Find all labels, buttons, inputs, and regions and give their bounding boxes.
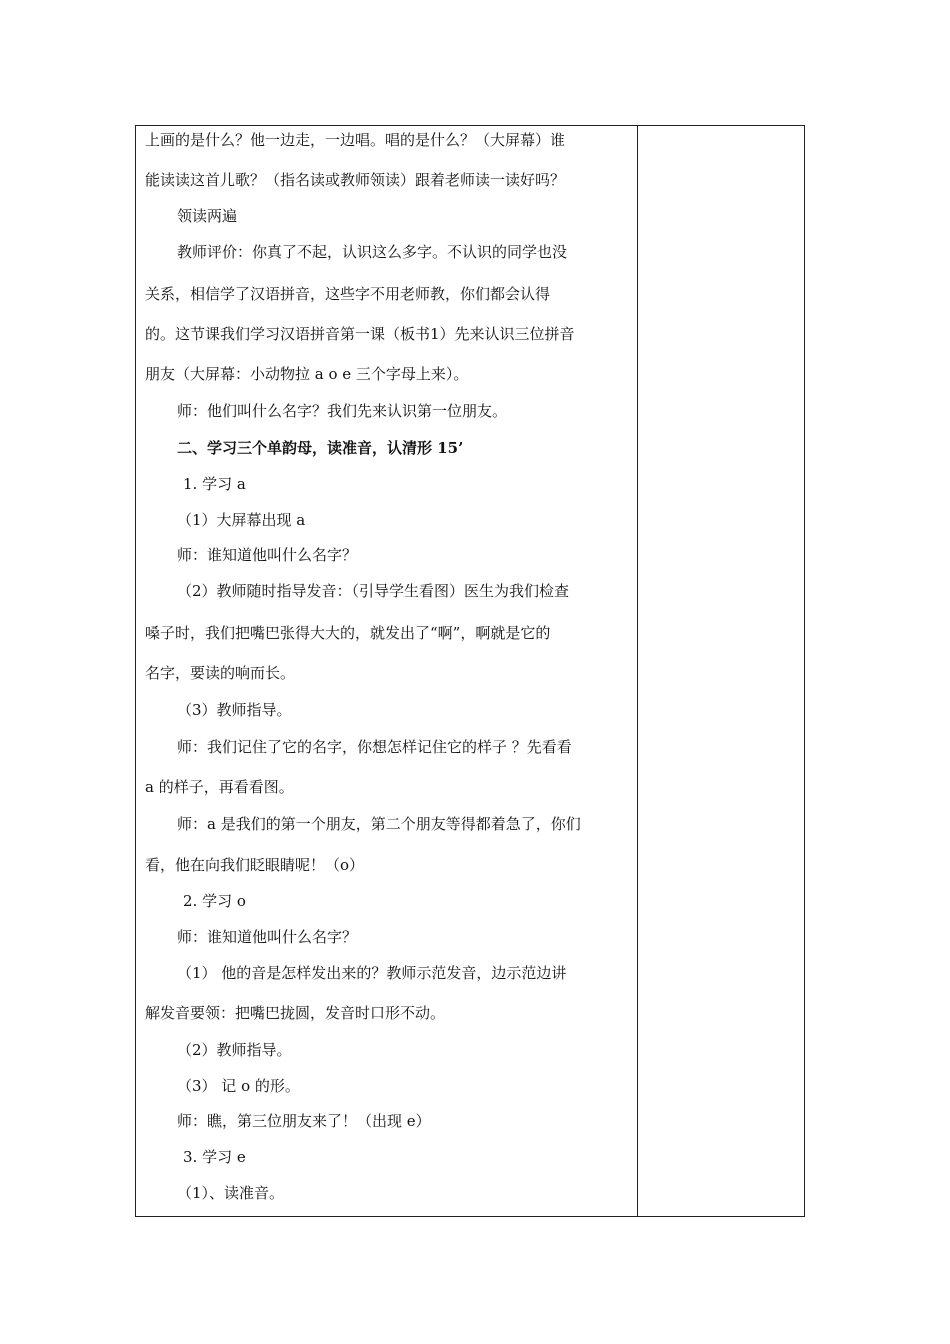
text-line: 师：他们叫什么名字？我们先来认识第一位朋友。 xyxy=(177,402,508,420)
text-line: 看，他在向我们眨眼睛呢！（o） xyxy=(145,856,365,874)
text-line: 师：瞧，第三位朋友来了！（出现 e） xyxy=(177,1112,431,1130)
text-line: 教师评价：你真了不起，认识这么多字。不认识的同学也没 xyxy=(177,243,568,261)
text-line: （1） 他的音是怎样发出来的？教师示范发音，边示范边讲 xyxy=(177,964,567,982)
lesson-plan-table xyxy=(135,125,805,1217)
text-line: （2）教师指导。 xyxy=(177,1041,292,1059)
text-line: 2. 学习 o xyxy=(183,892,246,910)
text-line: 师：我们记住了它的名字，你想怎样记住它的样子 ？先看看 xyxy=(177,738,572,756)
notes-cell xyxy=(638,126,804,1216)
text-line: （3） 记 o 的形。 xyxy=(177,1077,300,1095)
text-line: 朋友（大屏幕：小动物拉 a o e 三个字母上来）。 xyxy=(145,365,469,383)
text-line: 的。这节课我们学习汉语拼音第一课（板书1）先来认识三位拼音 xyxy=(145,325,575,343)
text-line: （3）教师指导。 xyxy=(177,701,292,719)
text-line: （1）、读准音。 xyxy=(177,1184,285,1202)
text-line: 关系，相信学了汉语拼音，这些字不用老师教，你们都会认得 xyxy=(145,285,551,303)
text-line: 师：谁知道他叫什么名字？ xyxy=(177,546,358,564)
text-line: 领读两遍 xyxy=(177,207,238,225)
text-line: 师：谁知道他叫什么名字？ xyxy=(177,928,358,946)
text-line: （2）教师随时指导发音：（引导学生看图）医生为我们检查 xyxy=(177,582,570,600)
section-heading: 二、学习三个单韵母，读准音，认清形 15’ xyxy=(177,439,464,457)
text-line: 1. 学习 a xyxy=(183,475,246,493)
text-line: 能读读这首儿歌？（指名读或教师领读）跟着老师读一读好吗？ xyxy=(145,171,566,189)
text-line: 解发音要领：把嘴巴拢圆，发音时口形不动。 xyxy=(145,1004,446,1022)
lesson-content-cell xyxy=(136,126,638,1216)
text-line: 嗓子时，我们把嘴巴张得大大的，就发出了“啊”，啊就是它的 xyxy=(145,624,551,642)
text-line: （1）大屏幕出现 a xyxy=(177,511,306,529)
text-line: 师：a 是我们的第一个朋友，第二个朋友等得都着急了，你们 xyxy=(177,815,581,833)
text-line: 3. 学习 e xyxy=(183,1148,246,1166)
text-line: a 的样子，再看看图。 xyxy=(145,778,294,796)
text-line: 上画的是什么？他一边走，一边唱。唱的是什么？（大屏幕）谁 xyxy=(145,131,566,149)
text-line: 名字，要读的响而长。 xyxy=(145,664,296,682)
